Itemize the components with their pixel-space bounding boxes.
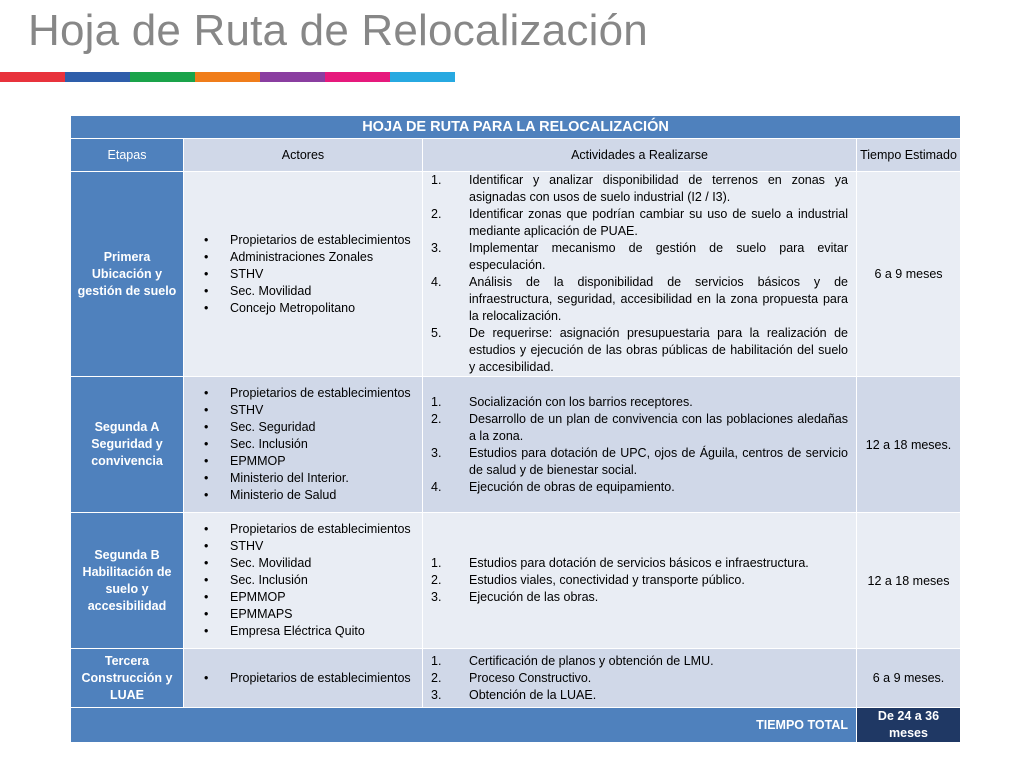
stage-cell: Primera Ubicación y gestión de suelo [71,172,184,377]
activity-number: 2. [431,411,442,426]
color-bar-segment [325,72,390,82]
activity-item [429,555,848,572]
activity-text: Estudios viales, conectividad y transporte público. [469,573,745,587]
actor-item: • STHV [190,266,418,283]
actor-item: • Sec. Inclusión [190,436,418,453]
activity-item [429,172,848,206]
table-row [71,513,961,649]
color-bar-segment [390,72,455,82]
activity-text: Identificar zonas que podrían cambiar su uso de suelo a industrial mediante aplicación de PUAE. [469,207,848,238]
activity-number: 4. [431,479,442,494]
activity-text: Estudios para dotación de UPC, ojos de Águila, centros de servicio de salud y de bienestar social. [469,445,848,477]
actor-item: • Sec. Movilidad [190,555,418,572]
actor-item: • Propietarios de establecimientos [190,521,418,538]
actors-cell [184,377,423,513]
activity-item [429,240,848,274]
table-row [71,172,961,377]
actors-cell [184,513,423,649]
activities-cell [423,513,857,649]
activity-text: Ejecución de obras de equipamiento. [469,479,675,494]
activity-number: 3. [431,590,442,604]
color-bar-segment [65,72,130,82]
total-label: TIEMPO TOTAL [71,708,857,743]
time-cell: 12 a 18 meses. [857,377,961,513]
actor-item: • Sec. Inclusión [190,572,418,589]
activity-item [429,325,848,376]
activity-text: Identificar y analizar disponibilidad de terrenos en zonas ya asignadas con usos de suelo industrial (I2 / I3). [469,173,848,204]
color-bar-segment [130,72,195,82]
actor-item: • Propietarios de establecimientos [190,670,418,687]
header-actors: Actores [184,139,423,172]
actor-item: • EPMMOP [190,453,418,470]
actor-item: • Ministerio del Interior. [190,470,418,487]
activity-number: 3. [431,445,442,460]
activity-item [429,411,848,445]
header-time: Tiempo Estimado [857,139,961,172]
time-cell: 6 a 9 meses. [857,649,961,708]
activity-item [429,479,848,496]
actor-item: • EPMMOP [190,589,418,606]
color-bar-segment [195,72,260,82]
activity-text: Análisis de la disponibilidad de servicios básicos y de infraestructura, seguridad, accesibilidad en la zona propuesta para la relocalización. [469,275,848,323]
stage-cell: Segunda B Habilitación de suelo y accesibilidad [71,513,184,649]
actor-item: • Empresa Eléctrica Quito [190,623,418,640]
activity-number: 3. [431,687,442,702]
activity-item [429,445,848,479]
table-row [71,649,961,708]
activity-number: 2. [431,670,442,685]
time-cell: 12 a 18 meses [857,513,961,649]
activity-number: 2. [431,573,442,587]
activity-item [429,589,848,606]
activity-item [429,394,848,411]
activity-item [429,572,848,589]
slide-title: Hoja de Ruta de Relocalización [28,6,648,55]
activity-text: Socialización con los barrios receptores. [469,394,693,409]
activity-text: Proceso Constructivo. [469,670,592,685]
activity-number: 2. [431,207,442,221]
actor-item: • Propietarios de establecimientos [190,385,418,402]
actor-item: • Sec. Movilidad [190,283,418,300]
stage-cell: Segunda A Seguridad y convivencia [71,377,184,513]
activity-number: 3. [431,241,442,255]
activities-cell [423,649,857,708]
actor-item: • Ministerio de Salud [190,487,418,504]
actor-item: • STHV [190,538,418,555]
activity-item [429,653,848,670]
activity-item [429,687,848,704]
activities-cell [423,377,857,513]
activity-number: 5. [431,326,442,340]
activity-text: Ejecución de las obras. [469,590,599,604]
table-title: HOJA DE RUTA PARA LA RELOCALIZACIÓN [71,116,961,139]
route-table [70,115,961,743]
actor-item: • Sec. Seguridad [190,419,418,436]
time-cell: 6 a 9 meses [857,172,961,377]
actor-item: • Administraciones Zonales [190,249,418,266]
actors-cell [184,649,423,708]
activity-number: 4. [431,275,442,289]
actor-item: • EPMMAPS [190,606,418,623]
activity-item [429,670,848,687]
actors-cell [184,172,423,377]
stage-cell: Tercera Construcción y LUAE [71,649,184,708]
activities-cell [423,172,857,377]
activity-item [429,274,848,325]
activity-text: Certificación de planos y obtención de LMU. [469,653,714,668]
header-stages: Etapas [71,139,184,172]
activity-number: 1. [431,556,442,570]
table-body [71,172,961,708]
total-value: De 24 a 36 meses [857,708,961,743]
color-bar [0,72,455,82]
color-bar-segment [0,72,65,82]
activity-text: De requerirse: asignación presupuestaria para la realización de estudios y ejecución de las obras públicas de habilitación del suelo y accesibilidad. [469,326,848,374]
header-activities: Actividades a Realizarse [423,139,857,172]
activity-text: Implementar mecanismo de gestión de suelo para evitar especulación. [469,241,848,272]
actor-item: • STHV [190,402,418,419]
activity-number: 1. [431,653,442,668]
activity-number: 1. [431,394,442,409]
activity-text: Obtención de la LUAE. [469,687,597,702]
actor-item: • Concejo Metropolitano [190,300,418,317]
color-bar-segment [260,72,325,82]
activity-text: Estudios para dotación de servicios básicos e infraestructura. [469,556,809,570]
actor-item: • Propietarios de establecimientos [190,232,418,249]
activity-text: Desarrollo de un plan de convivencia con las poblaciones aledañas a la zona. [469,411,848,443]
activity-item [429,206,848,240]
table-row [71,377,961,513]
activity-number: 1. [431,173,442,187]
